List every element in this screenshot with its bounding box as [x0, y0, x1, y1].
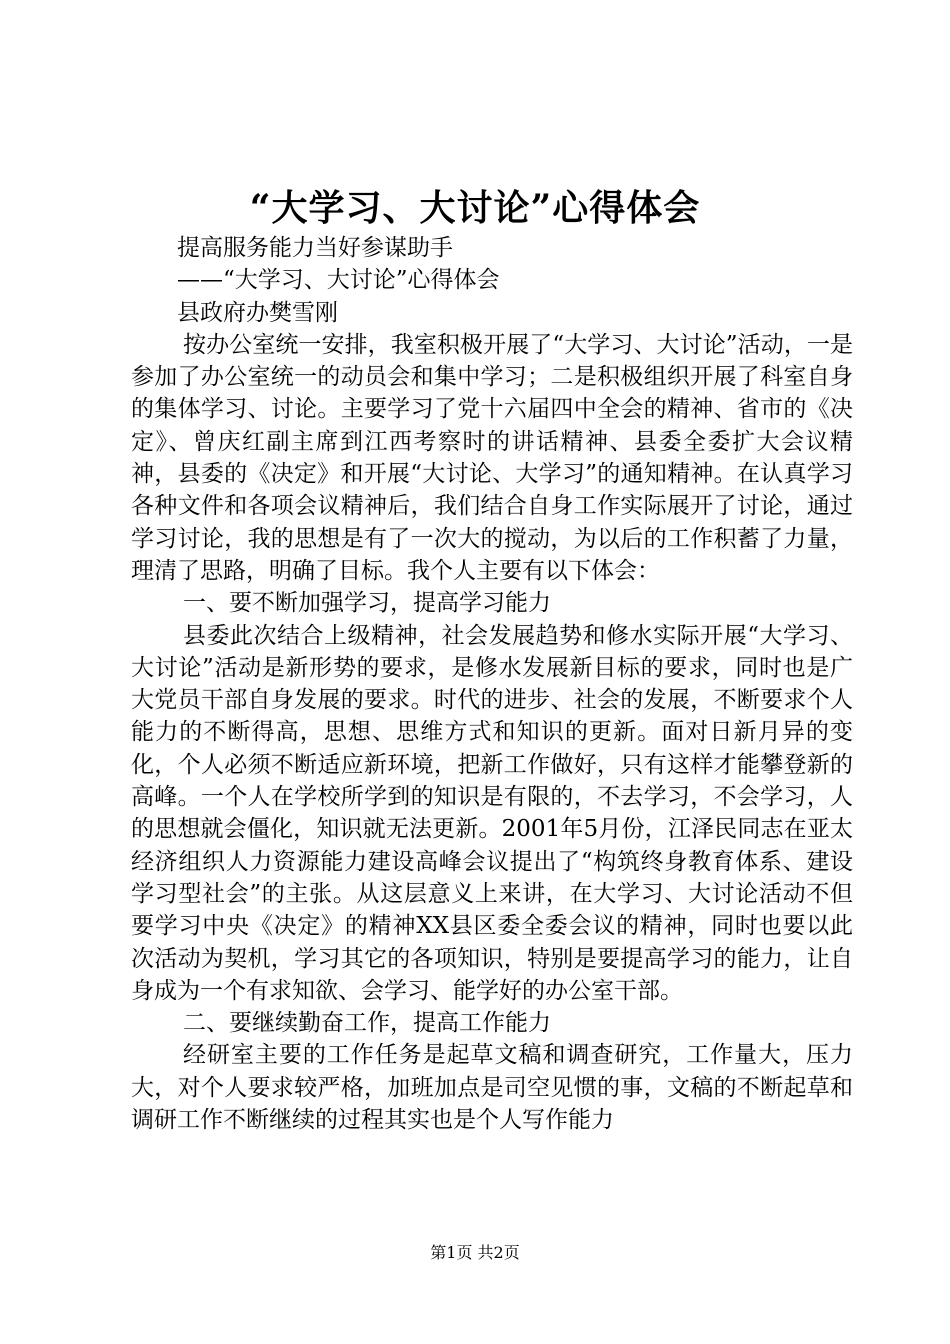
section-heading: 一、要不断加强学习，提高学习能力 [183, 590, 551, 617]
document-author: 县政府办樊雪刚 [177, 299, 338, 326]
page-number-footer: 第1页 共2页 [430, 1243, 520, 1262]
document-subtitle-secondary: ——“大学习、大讨论”心得体会 [177, 267, 500, 294]
paragraph: 按办公室统一安排，我室积极开展了“大学习、大讨论”活动，一是参加了办公室统一的动员会和集中学习；二是积极组织开展了科室自身的集体学习、讨论。主要学习了党十六届四中全会的精神、省市的《决定》、曾庆红副主席到江西考察时的讲话精神、县委全委扩大会议精神，县委的《决定》和开展“大讨论、大学习”的通知精神。在认真学习各种文件和各项会议精神后，我们结合自身工作实际展开了讨论，通过学习讨论，我的思想是有了一次大的搅动，为以后的工作积蓄了力量，理清了思路，明确了目标。我个人主要有以下体会： [131, 331, 853, 584]
document-subtitle: 提高服务能力当好参谋助手 [177, 235, 453, 261]
paragraph: 经研室主要的工作任务是起草文稿和调查研究，工作量大，压力大，对个人要求较严格，加班加点是司空见惯的事，文稿的不断起草和调研工作不断继续的过程其实也是个人写作能力 [131, 1042, 853, 1134]
document-body [131, 232, 853, 1136]
document-title: “大学习、大讨论”心得体会 [249, 187, 701, 229]
paragraph: 县委此次结合上级精神，社会发展趋势和修水实际开展“大学习、大讨论”活动是新形势的要求，是修水发展新目标的要求，同时也是广大党员干部自身发展的要求。时代的进步、社会的发展，不断要求个人能力的不断得高，思想、思维方式和知识的更新。面对日新月异的变化，个人必须不断适应新环境，把新工作做好，只有这样才能攀登新的高峰。一个人在学校所学到的知识是有限的，不去学习，不会学习，人的思想就会僵化，知识就无法更新。2001年5月份，江泽民同志在亚太经济组织人力资源能力建设高峰会议提出了“构筑终身教育体系、建设学习型社会”的主张。从这层意义上来讲，在大学习、大讨论活动不但要学习中央《决定》的精神XX县区委全委会议的精神，同时也要以此次活动为契机，学习其它的各项知识，特别是要提高学习的能力，让自身成为一个有求知欲、会学习、能学好的办公室干部。 [131, 622, 853, 1004]
section-heading: 二、要继续勤奋工作，提高工作能力 [183, 1010, 551, 1037]
